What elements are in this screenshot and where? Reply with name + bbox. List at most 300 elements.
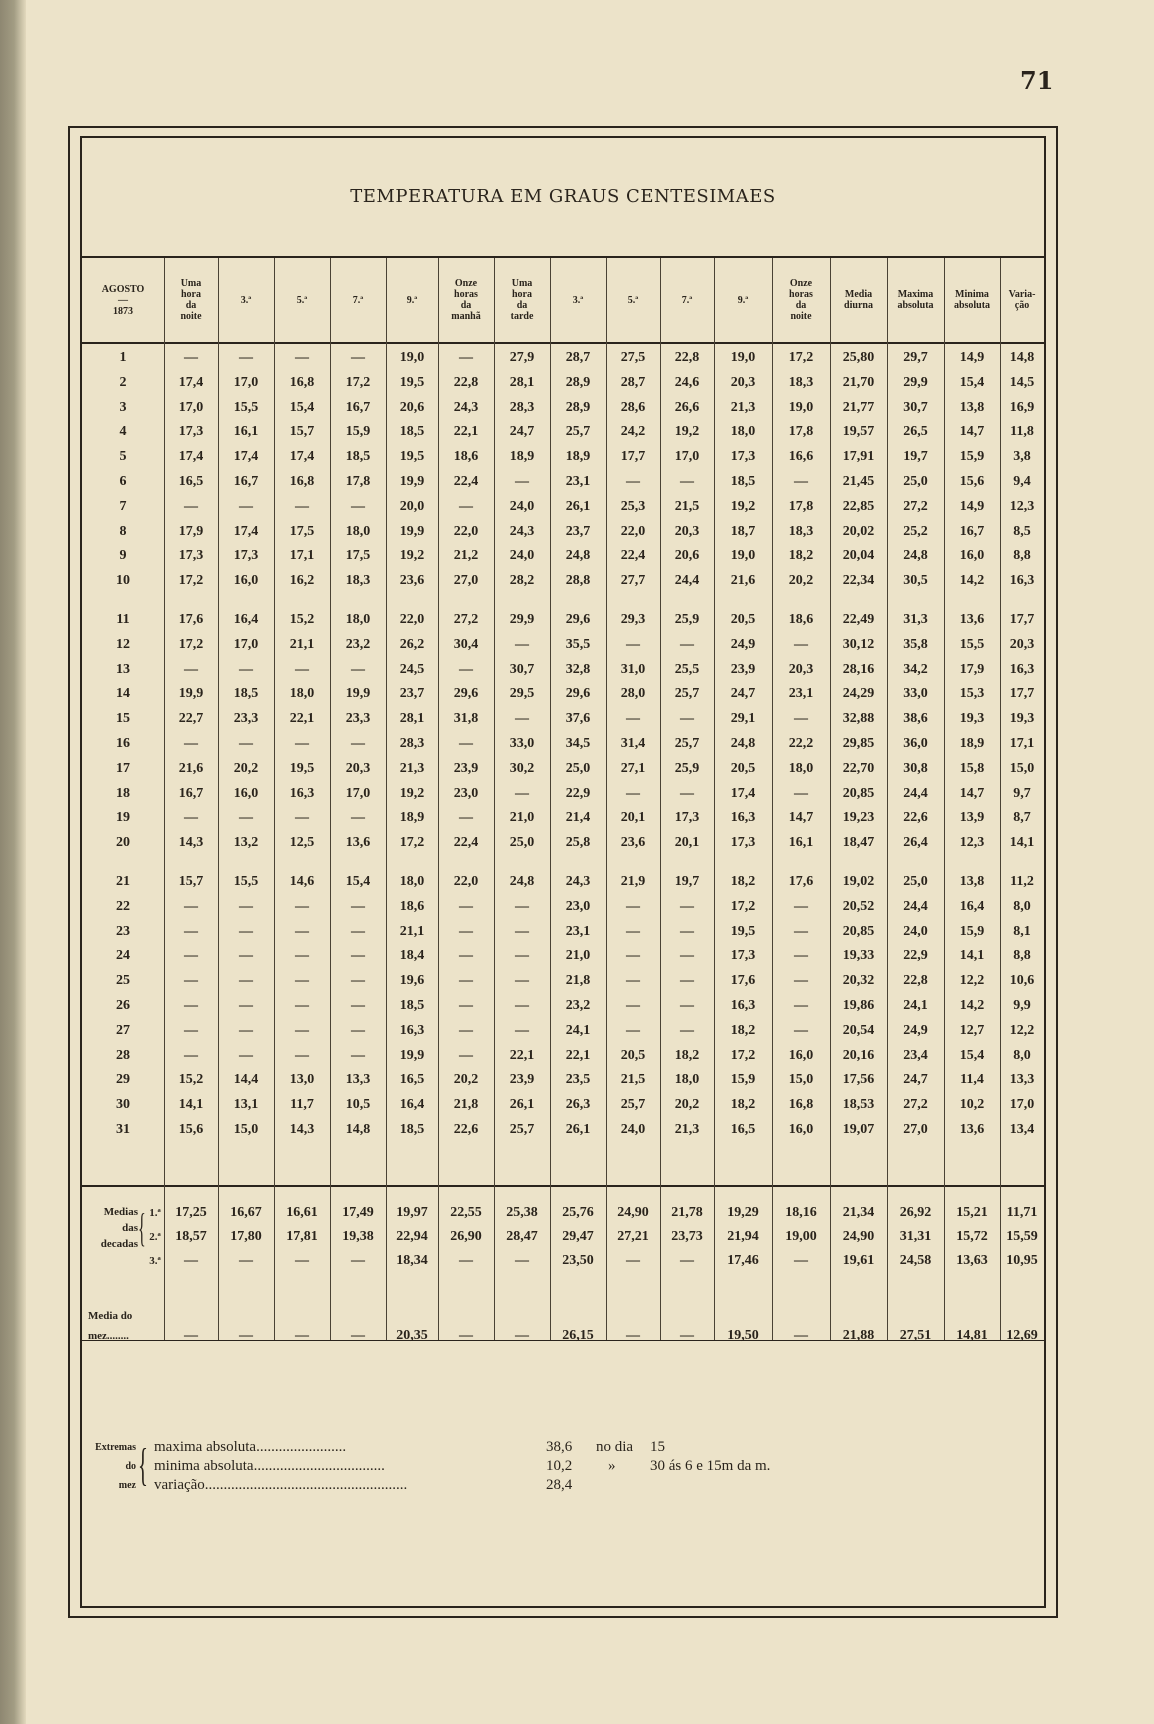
value-cell: 18,0 [345,612,371,627]
value-cell: — [680,898,694,914]
extreme-name: variação [154,1477,205,1493]
value-cell: 17,6 [178,612,204,627]
value-cell: 15,7 [289,424,315,440]
value-cell: 20,6 [399,399,425,415]
value-cell: 32,8 [565,661,591,677]
value-cell: 23,3 [233,711,259,727]
month-average-cell: 12,69 [1006,1328,1038,1343]
value-cell: 24,0 [509,498,535,514]
value-cell: 28,9 [565,399,591,415]
value-cell: 16,8 [289,374,315,390]
value-cell: 20,85 [842,785,875,801]
value-cell: 17,3 [674,810,700,826]
decade-value-cell: 15,59 [1006,1229,1038,1244]
month-average-cell: — [184,1328,198,1343]
value-cell: 16,0 [233,785,259,801]
value-cell: 18,2 [730,874,756,889]
column-header [218,262,274,338]
day-cell: 30 [116,1097,130,1113]
value-cell: 22,9 [565,785,591,801]
day-cell: 9 [119,548,127,564]
value-cell: 15,7 [178,874,204,889]
value-cell: 14,9 [959,350,985,365]
value-cell: 13,0 [289,1072,315,1088]
decade-value-cell: — [459,1253,473,1268]
table-row [82,896,1044,918]
value-cell: 24,7 [730,686,756,702]
value-cell: — [295,898,309,914]
value-cell: — [184,661,198,677]
value-cell: 17,6 [788,874,814,889]
value-cell: 25,7 [565,424,591,440]
value-cell: 15,2 [178,1072,204,1088]
value-cell: 14,3 [178,835,204,851]
value-cell: — [794,948,808,964]
value-cell: 21,5 [620,1072,646,1088]
value-cell: — [351,923,365,939]
value-cell: 18,5 [345,449,371,465]
value-cell: 14,8 [1009,350,1035,365]
value-cell: 25,5 [674,661,700,677]
value-cell: 22,6 [453,1122,479,1137]
extreme-name: minima absoluta [154,1458,254,1474]
value-cell: 23,6 [620,835,646,851]
value-cell: 17,8 [788,424,814,440]
value-cell: 24,29 [842,686,875,702]
value-cell: 23,9 [730,661,756,677]
value-cell: 17,0 [1009,1097,1035,1113]
value-cell: 25,7 [620,1097,646,1113]
value-cell: — [794,474,808,489]
value-cell: — [351,898,365,914]
value-cell: — [184,810,198,826]
value-cell: — [459,898,473,914]
value-cell: 18,9 [509,449,535,465]
value-cell: 27,1 [620,760,646,776]
value-cell: — [184,498,198,514]
value-cell: 18,3 [788,374,814,390]
value-cell: — [515,923,529,939]
value-cell: 11,4 [960,1072,984,1088]
value-cell: 22,6 [903,810,928,826]
column-header [944,262,1000,338]
value-cell: 34,5 [565,736,591,751]
value-cell: 17,3 [233,548,259,564]
value-cell: 28,1 [509,374,535,390]
value-cell: 24,7 [509,424,535,440]
value-cell: — [680,1022,694,1038]
extreme-value: 28,4 [546,1477,573,1493]
value-cell: 14,4 [233,1072,259,1088]
day-cell: 22 [116,898,130,914]
value-cell: 19,3 [959,711,985,727]
value-cell: 18,0 [289,686,315,702]
value-cell: 15,6 [178,1122,204,1137]
day-cell: 3 [119,399,127,415]
value-cell: 12,2 [1009,1022,1035,1038]
table-row [82,945,1044,967]
value-cell: 17,0 [233,636,259,652]
value-cell: 18,47 [842,835,875,851]
decade-value-cell: 24,90 [842,1229,875,1244]
value-cell: 19,9 [399,1047,425,1063]
value-cell: — [295,973,309,989]
month-average-cell: 20,35 [396,1328,428,1343]
day-cell: 29 [116,1072,130,1088]
value-cell: 17,3 [730,948,756,964]
value-cell: — [794,898,808,914]
decade-value-cell: — [794,1253,808,1268]
value-cell: — [239,973,253,989]
value-cell: 24,4 [903,785,928,801]
day-cell: 7 [119,498,127,514]
value-cell: 12,2 [959,973,985,989]
value-cell: 28,1 [399,711,425,727]
column-header-label: Onze horas da manhã [451,278,481,322]
decade-value-cell: 21,78 [671,1205,703,1220]
value-cell: — [184,736,198,751]
extreme-day: 15 [650,1439,665,1455]
value-cell: — [626,711,640,727]
column-header-label: 9.ª [406,294,418,306]
value-cell: 17,0 [674,449,700,465]
day-cell: 12 [116,636,130,652]
decade-value-cell: 15,72 [956,1229,988,1244]
value-cell: 22,49 [842,612,875,627]
value-cell: 20,1 [674,835,700,851]
value-cell: 33,0 [509,736,535,751]
value-cell: 21,70 [842,374,875,390]
decade-value-cell: 19,97 [396,1205,428,1220]
value-cell: 19,0 [730,350,756,365]
value-cell: 22,0 [399,612,425,627]
value-cell: 17,2 [178,573,204,589]
value-cell: 22,1 [453,424,479,440]
value-cell: — [794,998,808,1013]
value-cell: 24,8 [730,736,756,751]
value-cell: 25,3 [620,498,646,514]
value-cell: 28,0 [620,686,646,702]
decade-value-cell: 17,49 [342,1205,374,1220]
extreme-row-max [154,1438,346,1457]
value-cell: — [680,973,694,989]
value-cell: 23,1 [565,923,591,939]
value-cell: 21,77 [842,399,875,415]
value-cell: 22,1 [565,1047,591,1063]
table-row [82,683,1044,705]
day-cell: 25 [116,973,130,989]
value-cell: 23,0 [565,898,591,914]
value-cell: 20,1 [620,810,646,826]
value-cell: — [459,498,473,514]
extreme-name: maxima absoluta [154,1439,257,1455]
value-cell: 29,85 [842,736,875,751]
value-cell: 19,0 [788,399,814,415]
day-cell: 13 [116,661,130,677]
value-cell: 17,4 [233,523,259,539]
column-header-label: 7.ª [681,294,693,306]
value-cell: 17,2 [178,636,204,652]
table-row [82,570,1044,592]
table-row [82,347,1044,369]
value-cell: 18,3 [345,573,371,589]
value-cell: — [794,923,808,939]
value-cell: 14,3 [289,1122,315,1137]
value-cell: 10,2 [959,1097,985,1113]
value-cell: 23,5 [565,1072,591,1088]
value-cell: 8,8 [1013,548,1031,564]
value-cell: 19,7 [903,449,928,465]
table-row [82,758,1044,780]
value-cell: 22,0 [453,874,479,889]
value-cell: 16,7 [959,523,985,539]
value-cell: 31,8 [453,711,479,727]
column-header-label: Minima absoluta [953,289,991,311]
value-cell: 15,4 [289,399,315,415]
decade-value-cell: 17,25 [175,1205,207,1220]
value-cell: — [351,1022,365,1038]
table-row [82,733,1044,755]
value-cell: 31,3 [903,612,928,627]
value-cell: 19,5 [289,760,315,776]
value-cell: 20,85 [842,923,875,939]
table-row [82,372,1044,394]
value-cell: 19,23 [842,810,875,826]
value-cell: 8,7 [1013,810,1031,826]
value-cell: — [184,350,198,365]
value-cell: 22,8 [453,374,479,390]
value-cell: 18,5 [730,474,756,489]
value-cell: — [794,711,808,727]
value-cell: — [295,498,309,514]
value-cell: 35,8 [903,636,928,652]
value-cell: 22,0 [453,523,479,539]
value-cell: 16,1 [233,424,259,440]
value-cell: 27,2 [903,1097,928,1113]
value-cell: 16,4 [399,1097,425,1113]
value-cell: 16,3 [1009,573,1035,589]
value-cell: 9,9 [1013,998,1031,1013]
value-cell: 18,9 [399,810,425,826]
value-cell: 19,2 [674,424,700,440]
value-cell: — [239,810,253,826]
value-cell: 15,4 [959,1047,985,1063]
extreme-day: 30 ás 6 e 15m da m. [650,1458,771,1474]
value-cell: 23,9 [453,760,479,776]
value-cell: 29,9 [903,374,928,390]
value-cell: 23,1 [565,474,591,489]
extreme-sep: » [608,1458,616,1474]
value-cell: 17,1 [1009,736,1035,751]
value-cell: — [794,973,808,989]
value-cell: 38,6 [903,711,928,727]
value-cell: 14,7 [959,424,985,440]
value-cell: 30,12 [842,636,875,652]
value-cell: 21,4 [565,810,591,826]
header-top-rule [82,256,1044,258]
value-cell: 29,1 [730,711,756,727]
day-cell: 31 [116,1122,130,1137]
day-cell: 27 [116,1022,130,1038]
column-header-label: Media diurna [844,289,873,311]
month-average-cell: — [295,1328,309,1343]
value-cell: 35,5 [565,636,591,652]
value-cell: — [626,898,640,914]
value-cell: 21,9 [620,874,646,889]
value-cell: 16,3 [730,998,756,1013]
value-cell: 21,1 [399,923,425,939]
decade-row [82,1202,1044,1224]
value-cell: — [184,948,198,964]
book-spine-shadow [0,0,26,1724]
column-header-label: Uma hora da noite [180,278,202,322]
value-cell: 15,9 [345,424,371,440]
value-cell: 23,9 [509,1072,535,1088]
value-cell: 24,1 [903,998,928,1013]
value-cell: 26,1 [565,1122,591,1137]
value-cell: — [459,1022,473,1038]
value-cell: 21,8 [453,1097,479,1113]
decade-value-cell: — [515,1253,529,1268]
table-row [82,397,1044,419]
table-row [82,807,1044,829]
day-cell: 5 [119,449,127,465]
table-row [82,1119,1044,1141]
value-cell: — [351,1047,365,1063]
month-average-cell: 19,50 [727,1328,759,1343]
value-cell: — [626,474,640,489]
value-cell: 16,6 [788,449,814,465]
table-row [82,609,1044,631]
value-cell: — [184,973,198,989]
value-cell: 16,0 [788,1047,814,1063]
value-cell: 22,34 [842,573,875,589]
value-cell: 15,9 [959,923,985,939]
value-cell: 18,0 [730,424,756,440]
value-cell: 3,8 [1013,449,1031,465]
value-cell: — [515,973,529,989]
value-cell: — [515,711,529,727]
value-cell: 25,7 [509,1122,535,1137]
value-cell: 19,86 [842,998,875,1013]
value-cell: — [626,973,640,989]
value-cell: 24,8 [509,874,535,889]
value-cell: 15,5 [233,399,259,415]
value-cell: 20,2 [674,1097,700,1113]
table-row [82,1045,1044,1067]
value-cell: 17,4 [233,449,259,465]
column-header [274,262,330,338]
month-average-cell: — [794,1328,808,1343]
extreme-row-variation [154,1476,407,1495]
value-cell: 19,07 [842,1122,875,1137]
value-cell: — [351,661,365,677]
value-cell: 14,2 [959,998,985,1013]
column-header [772,262,830,338]
value-cell: — [626,998,640,1013]
value-cell: — [295,1047,309,1063]
value-cell: — [239,498,253,514]
value-cell: 33,0 [903,686,928,702]
value-cell: — [239,923,253,939]
value-cell: 8,5 [1013,523,1031,539]
value-cell: 15,9 [730,1072,756,1088]
value-cell: 8,1 [1013,923,1031,939]
value-cell: 20,3 [345,760,371,776]
value-cell: 20,5 [620,1047,646,1063]
value-cell: 17,3 [730,835,756,851]
value-cell: 27,7 [620,573,646,589]
value-cell: — [239,1022,253,1038]
value-cell: 29,7 [903,350,928,365]
value-cell: — [515,474,529,489]
value-cell: — [459,1047,473,1063]
value-cell: 14,9 [959,498,985,514]
value-cell: — [626,948,640,964]
column-header [164,262,218,338]
decade-value-cell: 22,94 [396,1229,428,1244]
value-cell: — [459,736,473,751]
value-cell: 19,0 [730,548,756,564]
value-cell: 17,91 [842,449,875,465]
table-row [82,1020,1044,1042]
value-cell: 15,0 [233,1122,259,1137]
value-cell: — [351,998,365,1013]
value-cell: 17,8 [345,474,371,489]
value-cell: 20,02 [842,523,875,539]
value-cell: 26,5 [903,424,928,440]
day-cell: 18 [116,785,130,801]
value-cell: 28,7 [620,374,646,390]
extremes-label-1: Extremas [95,1442,136,1453]
value-cell: 28,7 [565,350,591,365]
value-cell: 15,0 [788,1072,814,1088]
value-cell: 13,2 [233,835,259,851]
value-cell: 23,6 [399,573,425,589]
value-cell: 22,85 [842,498,875,514]
value-cell: 30,7 [509,661,535,677]
value-cell: 20,2 [788,573,814,589]
value-cell: 20,32 [842,973,875,989]
value-cell: 13,8 [959,874,985,889]
value-cell: — [459,923,473,939]
value-cell: — [680,474,694,489]
month-average-cell: — [459,1328,473,1343]
day-cell: 21 [116,874,130,889]
value-cell: 13,6 [959,612,985,627]
table-row [82,545,1044,567]
value-cell: 21,6 [730,573,756,589]
value-cell: 21,3 [730,399,756,415]
value-cell: 17,1 [289,548,315,564]
value-cell: 18,5 [399,424,425,440]
value-cell: — [351,948,365,964]
value-cell: — [626,1022,640,1038]
decade-row [82,1226,1044,1248]
value-cell: 21,1 [289,636,315,652]
day-cell: 28 [116,1047,130,1063]
value-cell: 12,3 [1009,498,1035,514]
value-cell: — [295,998,309,1013]
day-cell: 11 [116,612,130,627]
value-cell: 16,3 [289,785,315,801]
value-cell: 15,3 [959,686,985,702]
value-cell: 19,33 [842,948,875,964]
value-cell: 30,5 [903,573,928,589]
header-bottom-rule [82,342,1044,344]
column-header [830,262,887,338]
month-average-cell: 27,51 [899,1328,932,1343]
